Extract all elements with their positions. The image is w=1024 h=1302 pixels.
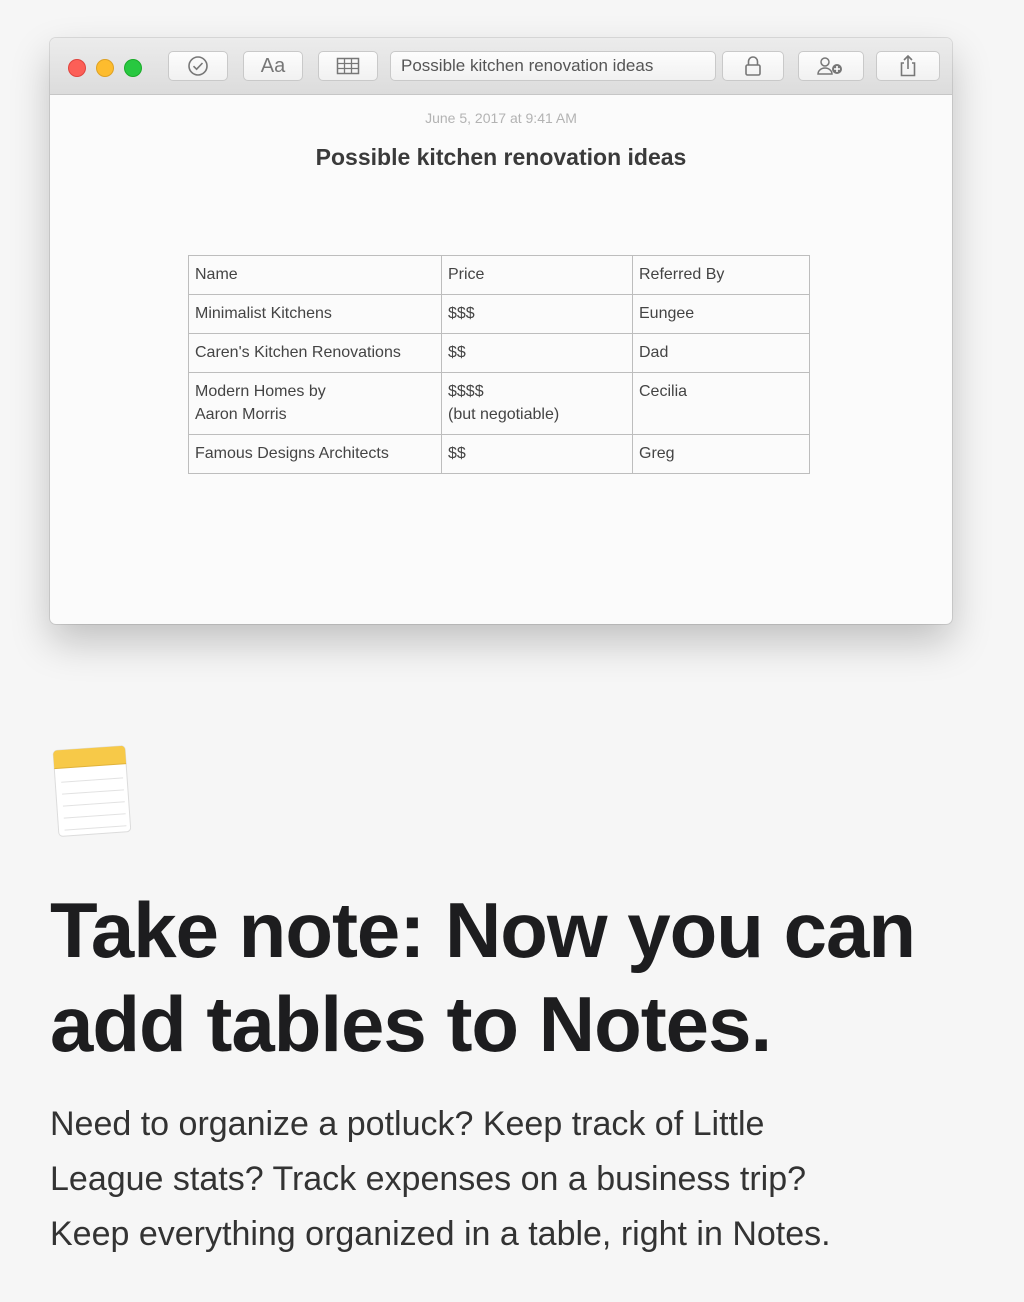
table-cell-referred-by[interactable] — [633, 334, 810, 373]
table-cell-price[interactable] — [442, 334, 633, 373]
note-title-field[interactable] — [390, 51, 716, 81]
body-line: League stats? Track expenses on a business trip? — [50, 1160, 807, 1198]
table-cell-name[interactable] — [189, 334, 442, 373]
headline-line: Take note: Now you can — [50, 886, 916, 974]
table-header-price-label: Price — [448, 266, 485, 283]
table-header-name[interactable] — [189, 256, 442, 295]
cell-text: $$$ — [448, 305, 475, 322]
checklist-icon — [187, 55, 209, 77]
cell-text: Famous Designs Architects — [195, 445, 389, 462]
table-header-referred-by[interactable] — [633, 256, 810, 295]
table-cell-referred-by[interactable] — [633, 295, 810, 334]
lock-icon — [743, 55, 763, 77]
note-title[interactable]: Possible kitchen renovation ideas — [315, 144, 687, 170]
body-line: Keep everything organized in a table, right in Notes. — [50, 1215, 831, 1253]
table-cell-referred-by[interactable] — [633, 435, 810, 474]
notes-window — [50, 38, 952, 624]
cell-text: $$ — [448, 445, 466, 462]
table-header-name-label: Name — [195, 266, 238, 283]
table-cell-name[interactable] — [189, 373, 442, 435]
cell-text: Cecilia — [639, 383, 688, 400]
share-button[interactable] — [876, 51, 940, 81]
table-icon — [336, 57, 360, 75]
cell-text: Dad — [639, 344, 669, 361]
cell-text: $$$$ — [448, 383, 484, 400]
table-row — [189, 295, 810, 334]
headline — [50, 883, 1010, 1071]
table-row — [189, 373, 810, 435]
body-copy — [50, 1097, 1000, 1262]
table-cell-price[interactable] — [442, 373, 633, 435]
table-header-price[interactable] — [442, 256, 633, 295]
table-cell-price[interactable] — [442, 295, 633, 334]
window-toolbar — [50, 38, 952, 95]
cell-text: Greg — [639, 445, 675, 462]
note-title-field-text: Possible kitchen renovation ideas — [401, 56, 654, 75]
minimize-window-button[interactable] — [96, 59, 114, 77]
cell-text: Eungee — [639, 305, 695, 322]
table-cell-name[interactable] — [189, 435, 442, 474]
notes-app-icon — [51, 743, 135, 840]
cell-text: Modern Homes by — [195, 383, 326, 400]
lock-button[interactable] — [722, 51, 784, 81]
cell-text: (but negotiable) — [448, 406, 560, 423]
share-icon — [898, 54, 918, 78]
cell-text: Aaron Morris — [195, 406, 287, 423]
add-people-icon — [816, 55, 846, 77]
body-line: Need to organize a potluck? Keep track of Little — [50, 1105, 765, 1143]
note-table[interactable] — [188, 255, 810, 474]
table-cell-referred-by[interactable] — [633, 373, 810, 435]
table-header-referred-by-label: Referred By — [639, 266, 725, 283]
cell-text: $$ — [448, 344, 466, 361]
format-text-icon: Aa — [260, 54, 286, 77]
cell-text: Minimalist Kitchens — [195, 305, 332, 322]
table-row — [189, 435, 810, 474]
format-button[interactable] — [243, 51, 303, 81]
table-cell-name[interactable] — [189, 295, 442, 334]
table-button[interactable] — [318, 51, 378, 81]
table-cell-price[interactable] — [442, 435, 633, 474]
zoom-window-button[interactable] — [124, 59, 142, 77]
note-date: June 5, 2017 at 9:41 AM — [425, 110, 577, 126]
checklist-button[interactable] — [168, 51, 228, 81]
headline-line: add tables to Notes. — [50, 980, 772, 1068]
table-header-row — [189, 256, 810, 295]
cell-text: Caren's Kitchen Renovations — [195, 344, 401, 361]
table-row — [189, 334, 810, 373]
add-people-button[interactable] — [798, 51, 864, 81]
close-window-button[interactable] — [68, 59, 86, 77]
